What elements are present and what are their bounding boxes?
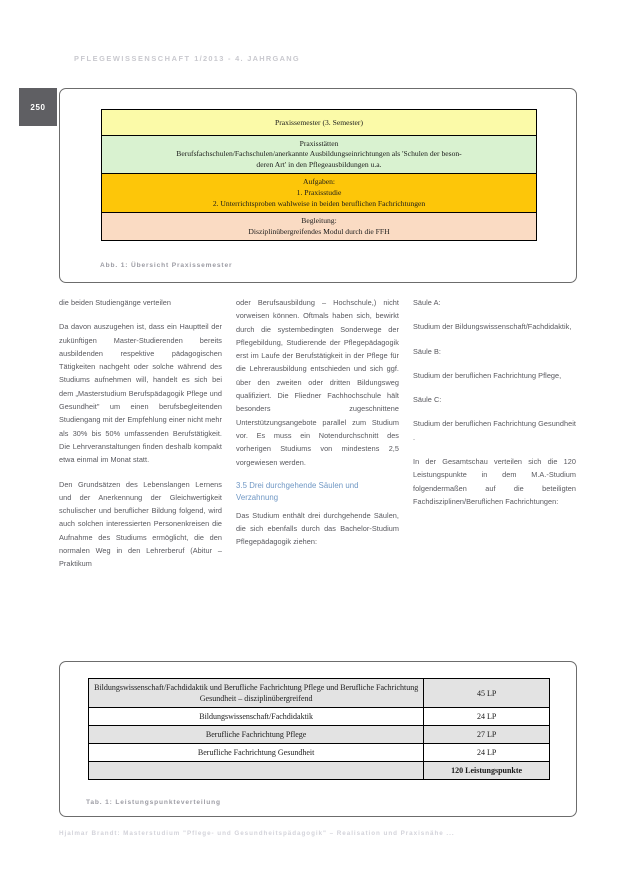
table-cell-value: 24 LP bbox=[424, 744, 550, 762]
page-footer: Hjalmar Brandt: Masterstudium "Pflege- und Gesundheitspädagogik" – Realisation und Praxisnähe ... bbox=[59, 830, 455, 837]
pillar-label-a: Säule A: bbox=[413, 298, 441, 307]
paragraph: die beiden Studiengänge verteilen bbox=[59, 298, 172, 307]
credit-points-table bbox=[88, 678, 550, 780]
figure-row-praxisstaetten-line-0: Praxisstätten bbox=[299, 139, 339, 148]
table-cell-value: 24 LP bbox=[424, 708, 550, 726]
table-cell-label: Bildungswissenschaft/Fachdidaktik und Berufliche Fachrichtung Pflege und Berufliche Fachrichtung Gesundheit – disziplinübergreifend bbox=[89, 679, 424, 708]
pillar-body-b: Studium der beruflichen Fachrichtung Pflege, bbox=[413, 370, 562, 380]
text-columns bbox=[59, 296, 577, 652]
figure-row-aufgaben-line-2: 2. Unterrichtsproben wahlweise in beiden beruflichen Fachrichtungen bbox=[212, 199, 426, 208]
figure-row-praxisstaetten bbox=[102, 136, 536, 174]
paragraph: Das Studium enthält drei durchgehende Säulen, die sich ebenfalls durch das Bachelor-Studium Pflegepädagogik ziehen: bbox=[236, 510, 399, 547]
figure-caption: Abb. 1: Übersicht Praxissemester bbox=[100, 262, 233, 269]
table-row bbox=[89, 726, 550, 744]
table-cell-label bbox=[89, 762, 424, 780]
pillar-label-b: Säule B: bbox=[413, 346, 441, 356]
section-heading: 3.5 Drei durchgehende Säulen und Verzahnung bbox=[236, 480, 359, 503]
column-right bbox=[413, 296, 576, 652]
figure-container bbox=[59, 88, 577, 283]
paragraph: Den Grundsätzen des Lebenslangen Lernens und der Anerkennung der Gleichwertigkeit schulischer und beruflicher Bildung folgend, wird auch solchen interessierten Personenkreisen die Aufnahme des Studiums ermöglicht, die den normalen Weg in den Lehrerberuf (Abitur – Praktikum bbox=[59, 479, 222, 569]
table-row-total bbox=[89, 762, 550, 780]
table-cell-label: Bildungswissenschaft/Fachdidaktik bbox=[89, 708, 424, 726]
table-cell-label: Berufliche Fachrichtung Gesundheit bbox=[89, 744, 424, 762]
table-row bbox=[89, 708, 550, 726]
figure-row-begleitung bbox=[102, 213, 536, 240]
pillar-body-a: Studium der Bildungswissenschaft/Fachdidaktik, bbox=[413, 322, 572, 332]
table-cell-label: Berufliche Fachrichtung Pflege bbox=[89, 726, 424, 744]
figure-row-aufgaben-line-0: Aufgaben: bbox=[302, 177, 336, 186]
table-row bbox=[89, 679, 550, 708]
figure-row-aufgaben-line-1: 1. Praxisstudie bbox=[296, 188, 342, 197]
table-row bbox=[89, 744, 550, 762]
running-head-journal: PFLEGEWISSENSCHAFT bbox=[74, 54, 191, 63]
table-cell-value: 45 LP bbox=[424, 679, 550, 708]
figure-row-begleitung-line-0: Begleitung: bbox=[301, 216, 337, 225]
running-head bbox=[74, 54, 300, 63]
paragraph: Da davon auszugehen ist, dass ein Hauptteil der zukünftigen Master-Studierenden bereits ausbildenden respektive pädagogischen Tätigkeiten nachgeht oder solche während des Studiums aufnehmen will, handelt es sich bei dem „Masterstudium Berufspädagogik Pflege und Gesundheit" um einen berufsbegleitenden Studiengang mit der Empfehlung einer nicht mehr als 30% bis 50% umfassenden Berufstätigkeit. Die Lehrveranstaltungen finden deshalb kompakt etwa einmal im Monat statt. bbox=[59, 322, 222, 465]
table-caption: Tab. 1: Leistungspunkteverteilung bbox=[86, 799, 221, 806]
figure-row-praxissemester bbox=[102, 110, 536, 136]
page-number-badge bbox=[19, 88, 57, 126]
figure-row-begleitung-line-1: Disziplinübergreifendes Modul durch die FFH bbox=[248, 227, 390, 236]
figure-row-aufgaben bbox=[102, 174, 536, 213]
figure-row-praxisstaetten-line-1: Berufsfachschulen/Fachschulen/anerkannte Ausbildungseinrichtungen als 'Schulen der beson- bbox=[176, 149, 462, 158]
column-middle bbox=[236, 296, 399, 652]
figure-diagram bbox=[101, 109, 537, 241]
table-cell-total: 120 Leistungspunkte bbox=[424, 762, 550, 780]
paragraph: In der Gesamtschau verteilen sich die 120 Leistungspunkte in dem M.A.-Studium folgendermaßen auf die beteiligten Fachdisziplinen/Beruflichen Fachrichtungen: bbox=[413, 457, 576, 506]
table-container bbox=[59, 661, 577, 817]
figure-row-praxisstaetten-line-2: deren Art' in den Pflegeausbildungen u.a. bbox=[256, 159, 382, 169]
page-number-label: 250 bbox=[30, 102, 46, 112]
table-cell-value: 27 LP bbox=[424, 726, 550, 744]
paragraph: oder Berufsausbildung – Hochschule,) nicht vorweisen können. Oftmals haben sich, bewirkt durch die systembedingten Sonderwege der Pflegebildung, Studierende der Pflegepädagogik erst im Laufe der Berufstätigkeit in der Pflege für die Lehrerausbildung entschieden und sich ggf. über den zweiten oder dritten Bildungsweg qualifiziert. Die Fliedner Fachhochschule hält besonders zugeschnittene Unterstützungsangebote parallel zum Studium vor. Es muss ein Notendurchschnitt des vorherigen Studiums von mindestens 2,5 vorgewiesen werden. bbox=[236, 298, 399, 467]
pillar-body-c: Studium der beruflichen Fachrichtung Gesundheit . bbox=[413, 419, 576, 442]
column-left bbox=[59, 296, 222, 652]
pillar-label-c: Säule C: bbox=[413, 395, 442, 405]
running-head-issue: 1/2013 - 4. JAHRGANG bbox=[194, 54, 300, 63]
figure-row-praxissemester-line-0: Praxissemester (3. Semester) bbox=[275, 118, 363, 127]
